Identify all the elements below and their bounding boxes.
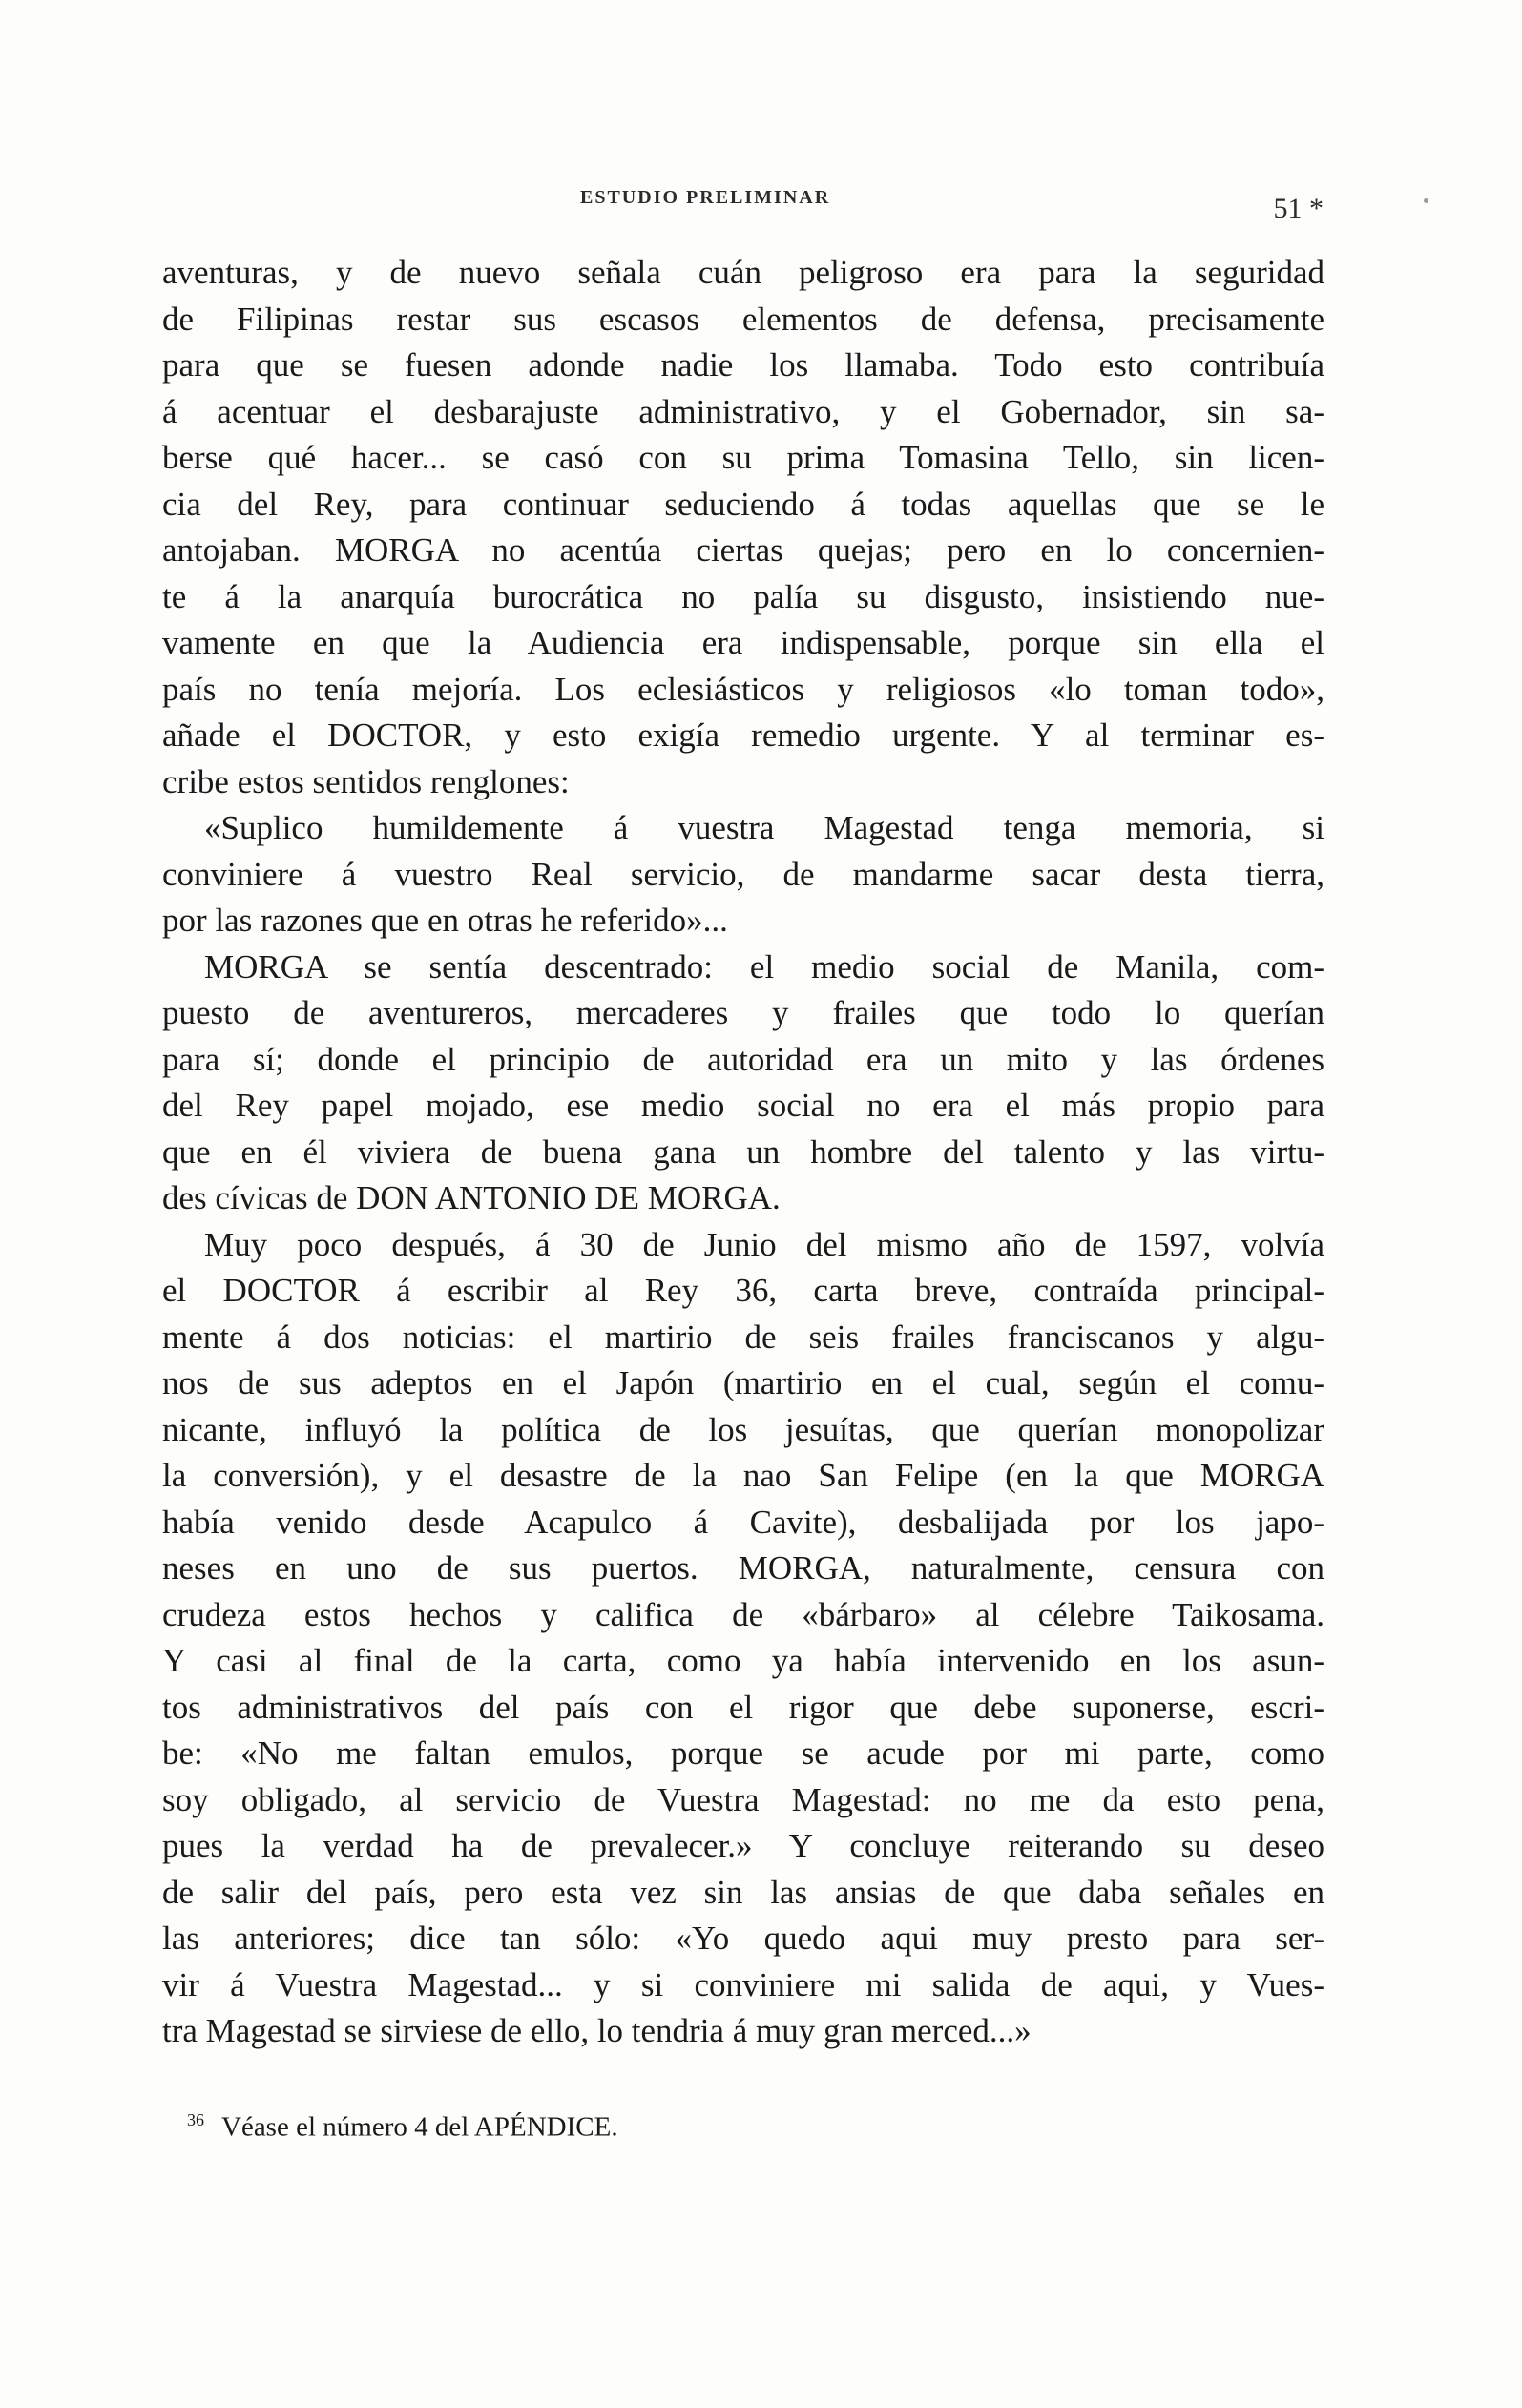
text-line: el DOCTOR á escribir al Rey 36, carta breve, contraída principal- xyxy=(162,1272,1324,1309)
footnote-text: Véase el número 4 del APÉNDICE. xyxy=(221,2111,618,2143)
text-line: be: «No me faltan emulos, porque se acude por mi parte, como xyxy=(162,1734,1324,1772)
text-line: añade el DOCTOR, y esto exigía remedio urgente. Y al terminar es- xyxy=(162,716,1324,754)
print-speck xyxy=(1424,198,1428,203)
text-line: neses en uno de sus puertos. MORGA, naturalmente, censura con xyxy=(162,1549,1324,1587)
text-line: mente á dos noticias: el martirio de seis frailes franciscanos y algu- xyxy=(162,1318,1324,1356)
text-line: cribe estos sentidos renglones: xyxy=(162,762,570,800)
text-line: que en él viviera de buena gana un hombre del talento y las virtu- xyxy=(162,1132,1324,1171)
text-line: por las razones que en otras he referido»... xyxy=(162,902,728,939)
text-line: pues la verdad ha de prevalecer.» Y concluye reiterando su deseo xyxy=(162,1827,1324,1864)
page-number: 51 * xyxy=(1273,193,1324,224)
footnote-number: 36 xyxy=(187,2110,204,2129)
running-head: ESTUDIO PRELIMINAR xyxy=(580,187,831,208)
text-line: había venido desde Acapulco á Cavite), desbalijada por los japo- xyxy=(162,1503,1324,1541)
text-line: nicante, influyó la política de los jesuítas, que querían monopolizar xyxy=(162,1410,1324,1448)
text-line: «Suplico humildemente á vuestra Magestad tenga memoria, si xyxy=(204,809,1324,846)
text-line: vamente en que la Audiencia era indispensable, porque sin ella el xyxy=(162,624,1324,661)
text-line: tos administrativos del país con el rigor que debe suponerse, escri- xyxy=(162,1688,1324,1726)
text-line: des cívicas de DON ANTONIO DE MORGA. xyxy=(162,1179,781,1216)
text-line: de Filipinas restar sus escasos elementos de defensa, precisamente xyxy=(162,300,1324,338)
text-line: las anteriores; dice tan sólo: «Yo quedo aqui muy presto para ser- xyxy=(162,1920,1324,1957)
text-line: soy obligado, al servicio de Vuestra Magestad: no me da esto pena, xyxy=(162,1780,1324,1818)
text-line: Muy poco después, á 30 de Junio del mismo año de 1597, volvía xyxy=(204,1225,1324,1263)
text-line: cia del Rey, para continuar seduciendo á todas aquellas que se le xyxy=(162,485,1324,523)
text-line: la conversión), y el desastre de la nao San Felipe (en la que MORGA xyxy=(162,1457,1324,1494)
text-line: crudeza estos hechos y califica de «bárbaro» al célebre Taikosama. xyxy=(162,1595,1324,1633)
text-line: berse qué hacer... se casó con su prima Tomasina Tello, sin licen- xyxy=(162,439,1324,476)
text-line: conviniere á vuestro Real servicio, de mandarme sacar desta tierra, xyxy=(162,855,1324,893)
text-line: tra Magestad se sirviese de ello, lo tendria á muy gran merced...» xyxy=(162,2012,1032,2049)
text-line: te á la anarquía burocrática no palía su disgusto, insistiendo nue- xyxy=(162,577,1324,615)
text-line: á acentuar el desbarajuste administrativo, y el Gobernador, sin sa- xyxy=(162,392,1324,430)
body-text xyxy=(162,250,1324,2055)
text-line: país no tenía mejoría. Los eclesiásticos y religiosos «lo toman todo», xyxy=(162,670,1324,708)
text-line: MORGA se sentía descentrado: el medio social de Manila, com- xyxy=(204,947,1324,986)
text-line: vir á Vuestra Magestad... y si conviniere mi salida de aqui, y Vues- xyxy=(162,1965,1324,2003)
text-line: Y casi al final de la carta, como ya había intervenido en los asun- xyxy=(162,1642,1324,1679)
text-line: puesto de aventureros, mercaderes y frailes que todo lo querían xyxy=(162,994,1324,1031)
text-line: antojaban. MORGA no acentúa ciertas quejas; pero en lo concernien- xyxy=(162,531,1324,569)
page-header xyxy=(162,187,1341,225)
text-line: del Rey papel mojado, ese medio social no era el más propio para xyxy=(162,1087,1324,1124)
text-line: para que se fuesen adonde nadie los llamaba. Todo esto contribuía xyxy=(162,346,1324,384)
text-line: para sí; donde el principio de autoridad era un mito y las órdenes xyxy=(162,1040,1324,1078)
text-line: nos de sus adeptos en el Japón (martirio en el cual, según el comu- xyxy=(162,1364,1324,1401)
footnote xyxy=(187,2110,618,2144)
text-line: de salir del país, pero esta vez sin las ansias de que daba señales en xyxy=(162,1873,1324,1911)
text-line: aventuras, y de nuevo señala cuán peligroso era para la seguridad xyxy=(162,254,1324,291)
